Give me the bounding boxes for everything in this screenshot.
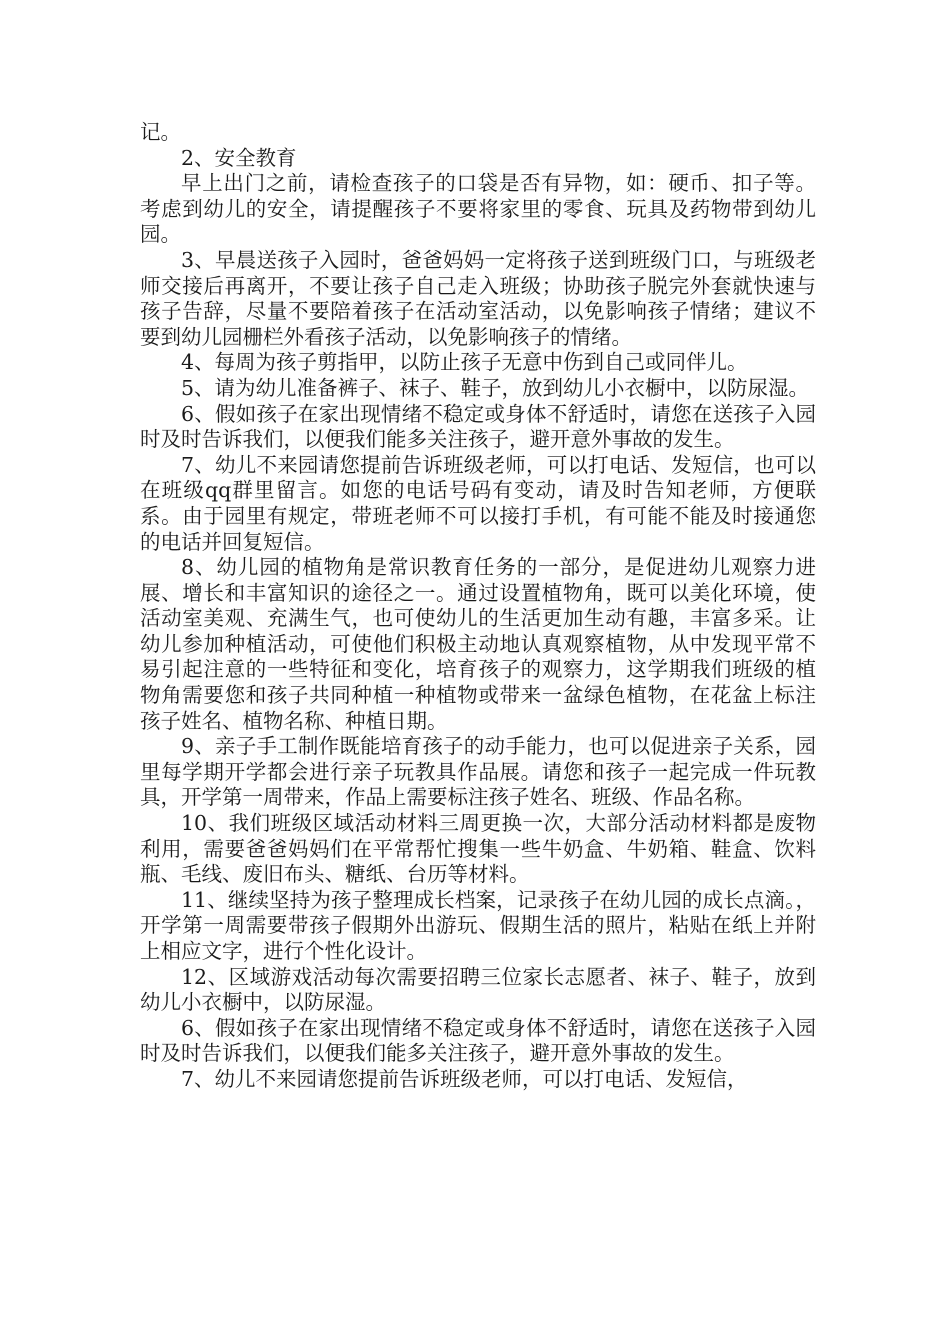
paragraph-continuation: 记。	[140, 120, 181, 144]
paragraph-item-5: 5、请为幼儿准备裤子、袜子、鞋子，放到幼儿小衣橱中，以防尿湿。	[181, 375, 810, 400]
paragraph-item-6: 6、假如孩子在家出现情绪不稳定或身体不舒适时，请您在送孩子入园时及时告诉我们，以便我们能多关注孩子，避开意外事故的发生。	[140, 401, 816, 452]
paragraph-item-8: 8、幼儿园的植物角是常识教育任务的一部分，是促进幼儿观察力进展、增长和丰富知识的途径之一。通过设置植物角，既可以美化环境，使活动室美观、充满生气，也可使幼儿的生活更加生动有趣，丰富多采。让幼儿参加种植活动，可使他们积极主动地认真观察植物，从中发现平常不易引起注意的一些特征和变化，培育孩子的观察力，这学期我们班级的植物角需要您和孩子共同种植一种植物或带来一盆绿色植物，在花盆上标注孩子姓名、植物名称、种植日期。	[140, 555, 816, 733]
paragraph-item-11: 11、继续坚持为孩子整理成长档案，记录孩子在幼儿园的成长点滴。，开学第一周需要带孩子假期外出游玩、假期生活的照片，粘贴在纸上并附上相应文字，进行个性化设计。	[140, 887, 816, 963]
paragraph-item-6-repeat: 6、假如孩子在家出现情绪不稳定或身体不舒适时，请您在送孩子入园时及时告诉我们，以便我们能多关注孩子，避开意外事故的发生。	[140, 1015, 816, 1066]
paragraph-item-7: 7、幼儿不来园请您提前告诉班级老师，可以打电话、发短信，也可以在班级qq群里留言。如您的电话号码有变动，请及时告知老师，方便联系。由于园里有规定，带班老师不可以接打手机，有可能不能及时接通您的电话并回复短信。	[140, 452, 816, 554]
paragraph-pocket-check: 早上出门之前，请检查孩子的口袋是否有异物，如：硬币、扣子等。考虑到幼儿的安全，请提醒孩子不要将家里的零食、玩具及药物带到幼儿园。	[140, 171, 816, 247]
paragraph-item-12: 12、区域游戏活动每次需要招聘三位家长志愿者、袜子、鞋子，放到幼儿小衣橱中，以防尿湿。	[140, 964, 816, 1015]
paragraph-item-3: 3、早晨送孩子入园时，爸爸妈妈一定将孩子送到班级门口，与班级老师交接后再离开，不要让孩子自己走入班级；协助孩子脱完外套就快速与孩子告辞，尽量不要陪着孩子在活动室活动，以免影响孩子情绪；建议不要到幼儿园栅栏外看孩子活动，以免影响孩子的情绪。	[140, 247, 816, 349]
paragraph-item-7-repeat: 7、幼儿不来园请您提前告诉班级老师，可以打电话、发短信，	[181, 1066, 748, 1091]
document-body	[140, 120, 816, 1093]
paragraph-safety-heading: 2、安全教育	[181, 145, 297, 170]
paragraph-item-4: 4、每周为孩子剪指甲，以防止孩子无意中伤到自己或同伴儿。	[181, 350, 748, 375]
paragraph-item-9: 9、亲子手工制作既能培育孩子的动手能力，也可以促进亲子关系，园里每学期开学都会进行亲子玩教具作品展。请您和孩子一起完成一件玩教具，开学第一周带来，作品上需要标注孩子姓名、班级、作品名称。	[140, 734, 816, 810]
paragraph-item-10: 10、我们班级区域活动材料三周更换一次，大部分活动材料都是废物利用，需要爸爸妈妈们在平常帮忙搜集一些牛奶盒、牛奶箱、鞋盒、饮料瓶、毛线、废旧布头、糖纸、台历等材料。	[140, 811, 816, 887]
